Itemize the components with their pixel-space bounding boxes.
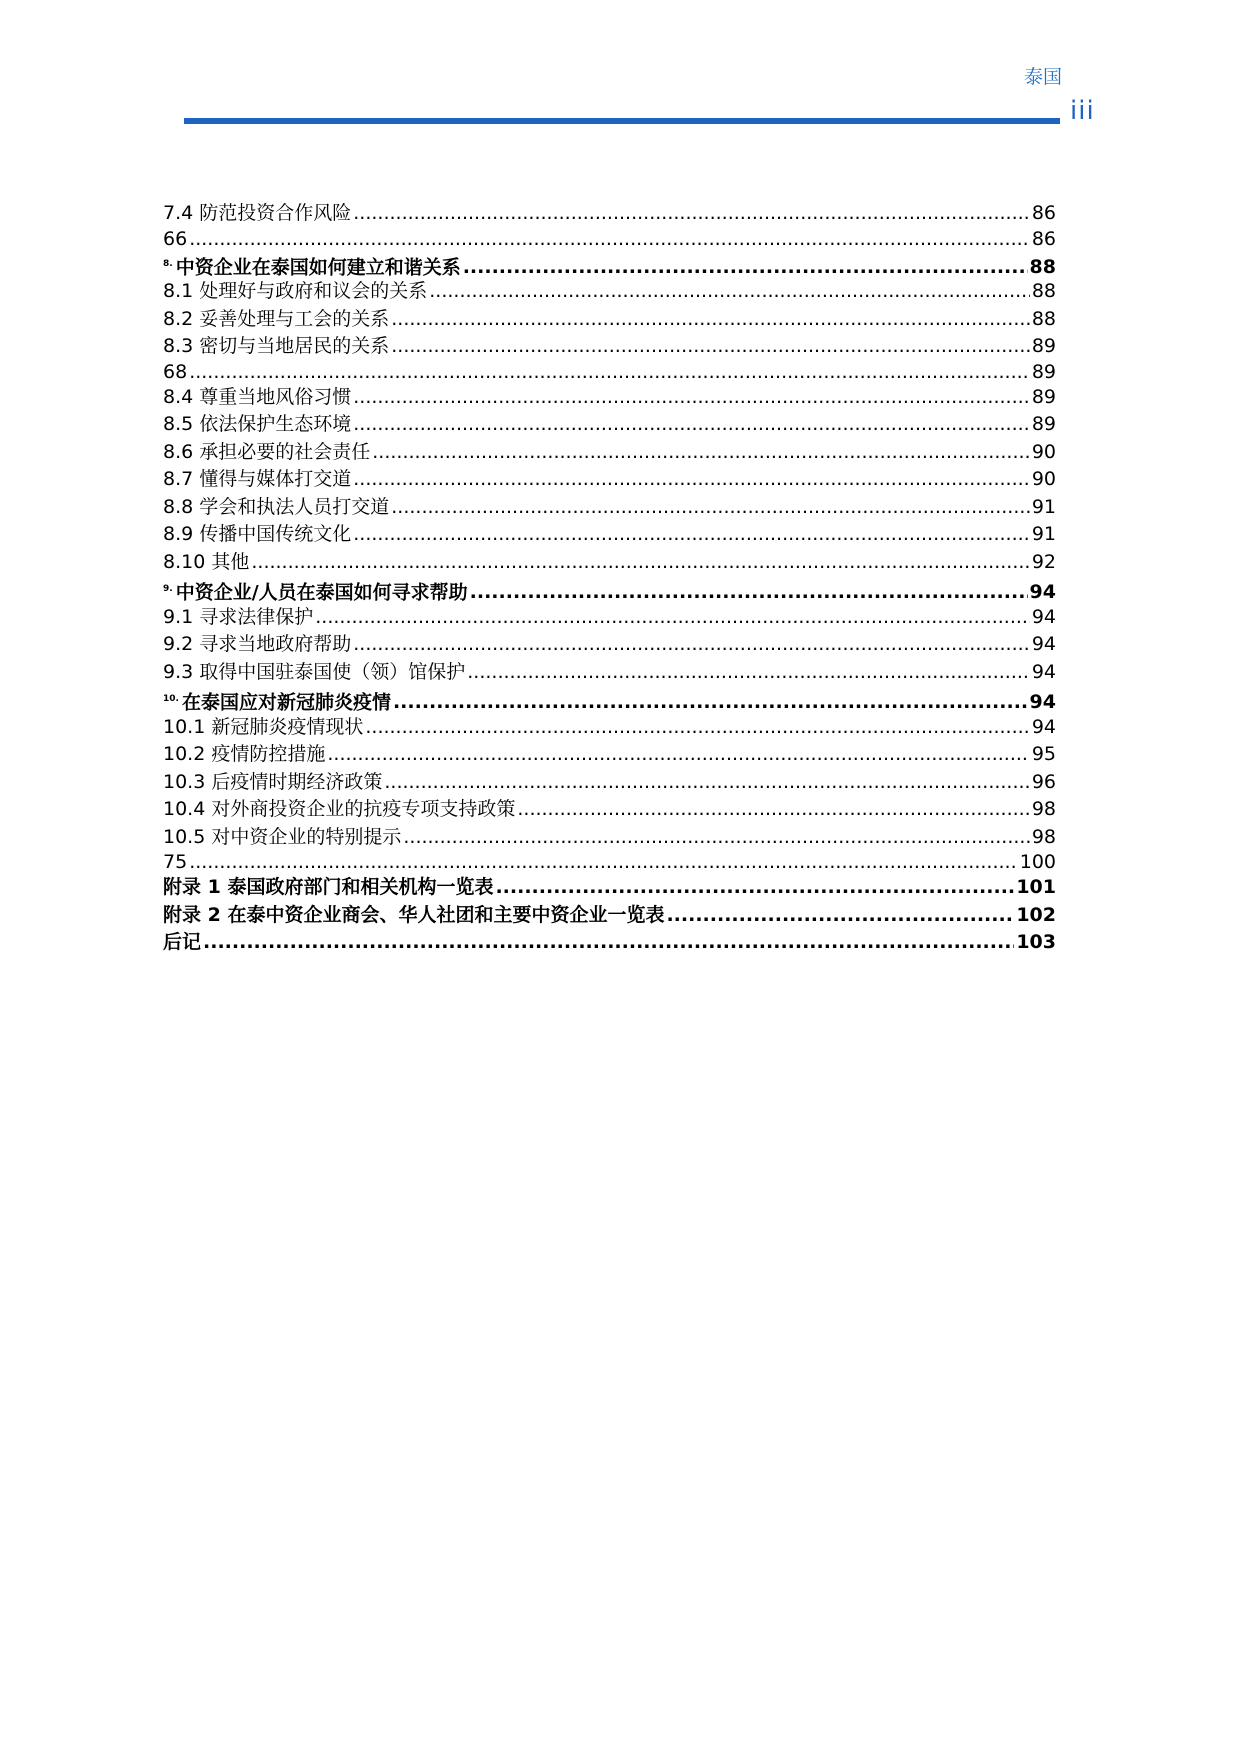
toc-entry-text: 8.7 懂得与媒体打交道 (163, 468, 352, 490)
toc-entry-title (163, 228, 187, 251)
toc-entry-title (163, 714, 363, 742)
toc-entry-title (163, 521, 351, 549)
dot-leader (203, 929, 1014, 957)
toc-entry[interactable] (163, 796, 1056, 824)
toc-entry[interactable] (163, 361, 1056, 384)
toc-entry-text: 9.2 寻求当地政府帮助 (163, 633, 352, 655)
toc-entry[interactable] (163, 686, 1056, 714)
toc-entry-text: 7.4 防范投资合作风险 (163, 202, 352, 224)
toc-entry-title (163, 411, 351, 439)
dot-leader (365, 714, 1029, 742)
toc-entry-title (163, 874, 493, 902)
dot-leader (391, 333, 1030, 361)
toc-entry-title (163, 741, 325, 769)
toc-entry-page: 98 (1031, 825, 1056, 848)
toc-entry-title (163, 361, 187, 384)
toc-entry-page: 89 (1031, 413, 1056, 435)
header-country-label: 泰国 (1023, 66, 1062, 88)
dot-leader (666, 902, 1014, 930)
toc-entry[interactable] (163, 200, 1056, 228)
dot-leader (353, 411, 1030, 439)
toc-entry-page: 88 (1031, 280, 1056, 302)
toc-entry-page: 101 (1016, 876, 1056, 898)
toc-entry-text: 8.10 其他 (163, 550, 250, 573)
toc-entry-text: 后记 (163, 931, 202, 953)
toc-entry[interactable] (163, 228, 1056, 251)
toc-entry-page: 90 (1031, 440, 1056, 463)
dot-leader (189, 851, 1018, 874)
toc-entry-text: 附录 2 在泰中资企业商会、华人社团和主要中资企业一览表 (163, 903, 665, 926)
toc-entry-title (163, 439, 370, 467)
toc-entry-text: 中资企业在泰国如何建立和谐关系 (175, 255, 461, 278)
dot-leader (189, 228, 1030, 251)
dot-leader (251, 549, 1029, 577)
page-number: iii (1070, 96, 1095, 126)
dot-leader (189, 361, 1030, 384)
toc-entry[interactable] (163, 576, 1056, 604)
toc-entry-title (163, 251, 461, 282)
toc-entry-text: 10.4 对外商投资企业的抗疫专项支持政策 (163, 798, 516, 820)
dot-leader (391, 306, 1030, 334)
toc-entry[interactable] (163, 659, 1056, 687)
toc-entry-page: 86 (1031, 202, 1056, 224)
toc-entry-text: 8.4 尊重当地风俗习惯 (163, 385, 352, 408)
toc-entry-page: 94 (1031, 715, 1056, 738)
toc-entry[interactable] (163, 411, 1056, 439)
toc-entry-page: 96 (1031, 770, 1056, 793)
dot-leader (403, 824, 1029, 852)
toc-entry-page: 94 (1031, 633, 1056, 655)
toc-entry-text: 9.3 取得中国驻泰国使（领）馆保护 (163, 660, 466, 683)
toc-entry-text: 8.8 学会和执法人员打交道 (163, 495, 390, 518)
table-of-contents (163, 200, 1056, 957)
toc-entry-title (163, 466, 351, 494)
toc-entry-page: 89 (1031, 335, 1056, 357)
toc-entry[interactable] (163, 741, 1056, 769)
toc-entry-number: 8. (163, 258, 173, 269)
toc-entry-text: 66 (163, 227, 188, 250)
toc-entry-title (163, 200, 351, 228)
toc-entry-page: 91 (1031, 523, 1056, 545)
toc-entry[interactable] (163, 278, 1056, 306)
toc-entry-title (163, 333, 389, 361)
toc-entry-number: 10. (163, 694, 179, 704)
toc-entry-text: 68 (163, 360, 188, 383)
dot-leader (353, 384, 1030, 412)
toc-entry[interactable] (163, 333, 1056, 361)
toc-entry[interactable] (163, 902, 1056, 930)
toc-entry-page: 88 (1031, 307, 1056, 330)
toc-entry[interactable] (163, 251, 1056, 279)
toc-entry[interactable] (163, 929, 1056, 957)
toc-entry-title (163, 306, 389, 334)
toc-entry-title (163, 769, 382, 797)
toc-entry-text: 10.2 疫情防控措施 (163, 743, 326, 765)
toc-entry[interactable] (163, 384, 1056, 412)
toc-entry[interactable] (163, 769, 1056, 797)
toc-entry-text: 在泰国应对新冠肺炎疫情 (181, 691, 391, 714)
toc-entry-page: 100 (1019, 851, 1056, 873)
toc-entry-text: 10.5 对中资企业的特别提示 (163, 825, 402, 848)
dot-leader (384, 769, 1029, 797)
dot-leader (372, 439, 1030, 467)
dot-leader (517, 796, 1029, 824)
toc-entry-title (163, 902, 664, 930)
toc-entry-text: 9.1 寻求法律保护 (163, 605, 314, 628)
toc-entry[interactable] (163, 306, 1056, 334)
toc-entry-text: 8.6 承担必要的社会责任 (163, 440, 371, 463)
toc-entry-text: 8.1 处理好与政府和议会的关系 (163, 280, 428, 302)
toc-entry[interactable] (163, 466, 1056, 494)
toc-entry-text: 8.2 妥善处理与工会的关系 (163, 307, 390, 330)
dot-leader (429, 278, 1030, 306)
dot-leader (353, 466, 1030, 494)
toc-entry-page: 94 (1029, 581, 1056, 604)
dot-leader (353, 200, 1030, 228)
toc-entry-title (163, 494, 389, 522)
toc-entry[interactable] (163, 631, 1056, 659)
toc-entry-title (163, 278, 427, 306)
toc-entry-text: 中资企业/人员在泰国如何寻求帮助 (175, 581, 468, 604)
toc-entry-title (163, 631, 351, 659)
toc-entry-page: 90 (1031, 468, 1056, 490)
toc-entry-page: 92 (1031, 550, 1056, 573)
dot-leader (315, 604, 1030, 632)
toc-entry[interactable] (163, 439, 1056, 467)
toc-entry-page: 102 (1016, 903, 1056, 926)
dot-leader (327, 741, 1029, 769)
dot-leader (391, 494, 1030, 522)
toc-entry-title (163, 929, 201, 957)
toc-entry-page: 86 (1031, 227, 1056, 250)
toc-entry-title (163, 549, 249, 577)
toc-entry-page: 98 (1031, 798, 1056, 820)
toc-entry[interactable] (163, 549, 1056, 577)
toc-entry-page: 89 (1031, 385, 1056, 408)
toc-entry[interactable] (163, 824, 1056, 852)
toc-entry[interactable] (163, 874, 1056, 902)
toc-entry-page: 91 (1031, 495, 1056, 518)
header-divider (184, 118, 1060, 124)
toc-entry-number: 9. (163, 584, 173, 594)
toc-entry-page: 89 (1031, 360, 1056, 383)
toc-entry-page: 95 (1031, 743, 1056, 765)
toc-entry-page: 94 (1029, 691, 1056, 714)
toc-entry-page: 103 (1016, 931, 1056, 953)
toc-entry-text: 8.3 密切与当地居民的关系 (163, 335, 390, 357)
dot-leader (353, 631, 1030, 659)
toc-entry-title (163, 384, 351, 412)
toc-entry-title (163, 604, 313, 632)
toc-entry-title (163, 824, 401, 852)
toc-entry-text: 附录 1 泰国政府部门和相关机构一览表 (163, 876, 494, 898)
toc-entry-page: 88 (1029, 255, 1056, 278)
toc-entry-title (163, 659, 465, 687)
toc-entry[interactable] (163, 714, 1056, 742)
toc-entry-text: 75 (163, 851, 188, 873)
toc-entry[interactable] (163, 851, 1056, 874)
toc-entry-text: 8.5 依法保护生态环境 (163, 413, 352, 435)
toc-entry-page: 94 (1031, 660, 1056, 683)
dot-leader (353, 521, 1030, 549)
toc-entry-text: 10.1 新冠肺炎疫情现状 (163, 715, 364, 738)
toc-entry-text: 8.9 传播中国传统文化 (163, 523, 352, 545)
toc-entry[interactable] (163, 604, 1056, 632)
toc-entry-text: 10.3 后疫情时期经济政策 (163, 770, 383, 793)
dot-leader (495, 874, 1014, 902)
toc-entry-title (163, 576, 468, 607)
toc-entry-title (163, 686, 391, 717)
dot-leader (467, 659, 1030, 687)
toc-entry-title (163, 796, 515, 824)
toc-entry[interactable] (163, 494, 1056, 522)
toc-entry[interactable] (163, 521, 1056, 549)
toc-entry-title (163, 851, 187, 874)
toc-entry-page: 94 (1031, 605, 1056, 628)
